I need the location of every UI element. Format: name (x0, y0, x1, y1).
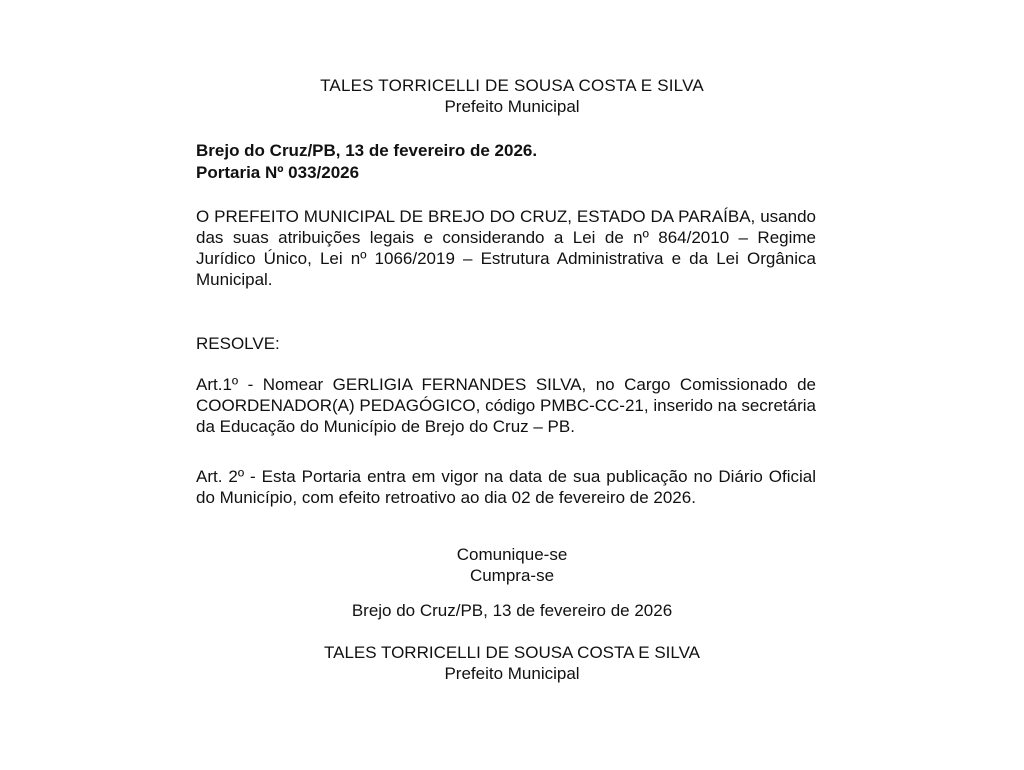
mayor-name-signature: TALES TORRICELLI DE SOUSA COSTA E SILVA (323, 643, 701, 662)
dateline (196, 140, 537, 184)
intro-paragraph: O PREFEITO MUNICIPAL DE BREJO DO CRUZ, ESTADO DA PARAÍBA, usando das suas atribuições legais e considerando a Lei de nº 864/2010 – Regime Jurídico Único, Lei nº 1066/2019 – Estrutura Administrativa e da Lei Orgânica Municipal. (196, 207, 816, 289)
mayor-name-header: TALES TORRICELLI DE SOUSA COSTA E SILVA (320, 76, 704, 95)
mayor-role-header: Prefeito Municipal (444, 97, 580, 116)
article-2: Art. 2º - Esta Portaria entra em vigor na data de sua publicação no Diário Oficial do Município, com efeito retroativo ao dia 02 de fevereiro de 2026. (196, 467, 816, 507)
ordinance-number: Portaria Nº 033/2026 (196, 163, 360, 182)
signature-block (0, 642, 1024, 684)
resolve-heading: RESOLVE: (196, 334, 280, 353)
closing-line-1: Comunique-se (456, 545, 568, 564)
closing (0, 544, 1024, 586)
place-date-heading: Brejo do Cruz/PB, 13 de fevereiro de 2026. (196, 141, 538, 160)
article-1: Art.1º - Nomear GERLIGIA FERNANDES SILVA, no Cargo Comissionado de COORDENADOR(A) PEDAGÓGICO, código PMBC-CC-21, inserido na secretária da Educação do Município de Brejo do Cruz – PB. (196, 375, 816, 436)
place-date-footer: Brejo do Cruz/PB, 13 de fevereiro de 2026 (351, 601, 673, 620)
mayor-role-signature: Prefeito Municipal (444, 664, 580, 683)
header (0, 75, 1024, 117)
closing-line-2: Cumpra-se (469, 566, 555, 585)
